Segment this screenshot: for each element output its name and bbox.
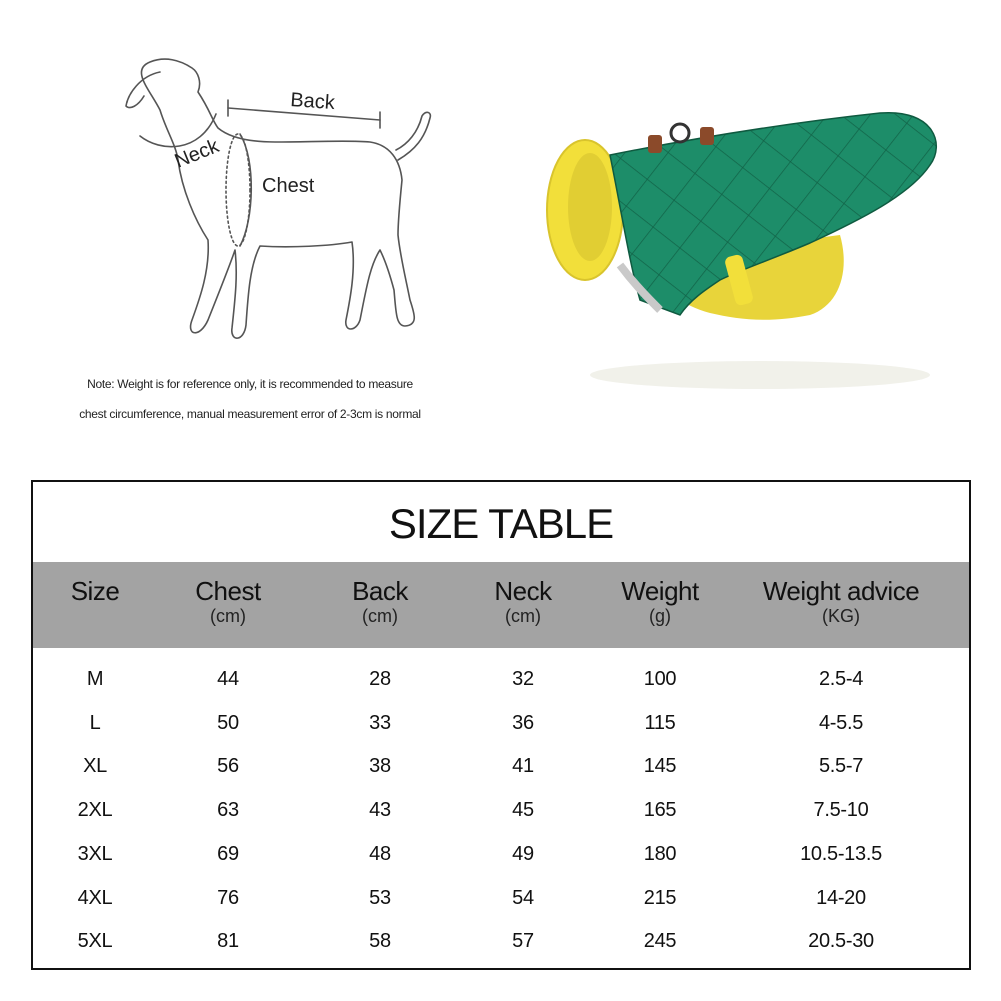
- cell-back: 58: [369, 930, 391, 953]
- cell-weight-advice: 4-5.5: [818, 711, 864, 734]
- cell-weight: 180: [643, 842, 677, 865]
- cell-neck: 41: [512, 755, 534, 778]
- cell-chest: 50: [217, 711, 239, 734]
- column-unit: (cm): [505, 606, 541, 626]
- column-name: Chest: [195, 576, 261, 606]
- table-row: [33, 921, 969, 961]
- table-row: [33, 834, 969, 874]
- cell-back: 38: [369, 755, 391, 778]
- cell-neck: 49: [512, 842, 534, 865]
- cell-weight: 215: [643, 886, 677, 909]
- cell-neck: 54: [512, 886, 534, 909]
- dog-measurement-diagram: [100, 50, 460, 360]
- table-row: [33, 746, 969, 786]
- table-row: [33, 878, 969, 918]
- cell-chest: 63: [217, 799, 239, 822]
- cell-size: 2XL: [77, 799, 113, 822]
- dog-outline: [141, 59, 414, 338]
- column-header-weight-advice: [741, 576, 941, 626]
- cell-weight-advice: 14-20: [816, 886, 866, 909]
- cell-weight-advice: 5.5-7: [818, 755, 864, 778]
- cell-size: 3XL: [77, 842, 113, 865]
- cell-size: 5XL: [77, 930, 113, 953]
- cell-back: 53: [369, 886, 391, 909]
- cell-weight: 145: [643, 755, 677, 778]
- measurement-note-line-2: chest circumference, manual measurement error of 2-3cm is normal: [79, 407, 421, 421]
- column-name: Back: [352, 576, 408, 606]
- cell-chest: 81: [217, 930, 239, 953]
- cell-weight: 115: [644, 711, 676, 734]
- cell-back: 33: [369, 711, 391, 734]
- cell-back: 28: [369, 668, 391, 690]
- cell-neck: 57: [512, 930, 534, 953]
- cell-neck: 36: [512, 711, 534, 734]
- cell-weight-advice: 2.5-4: [818, 668, 864, 690]
- cell-chest: 76: [217, 886, 239, 909]
- table-row: [33, 659, 969, 699]
- column-unit: (cm): [210, 606, 246, 626]
- cell-chest: 69: [217, 842, 239, 865]
- back-label: Back: [289, 89, 336, 115]
- table-row: [33, 790, 969, 830]
- cell-size: L: [89, 711, 101, 734]
- cell-weight: 100: [643, 668, 677, 690]
- cell-weight-advice: 7.5-10: [813, 799, 869, 822]
- cell-weight-advice: 20.5-30: [808, 930, 874, 953]
- column-unit: (KG): [822, 606, 860, 626]
- cell-chest: 44: [217, 668, 239, 690]
- size-table: [31, 480, 971, 970]
- cell-weight-advice: 10.5-13.5: [800, 842, 882, 865]
- cell-back: 48: [369, 842, 391, 865]
- neck-label: Neck: [171, 135, 223, 173]
- size-table-header: [33, 562, 969, 648]
- column-unit: (g): [649, 606, 671, 626]
- cell-back: 43: [369, 799, 391, 822]
- cell-chest: 56: [217, 755, 239, 778]
- cell-size: XL: [83, 755, 107, 778]
- chest-label: Chest: [262, 175, 315, 197]
- cell-weight: 165: [643, 799, 677, 822]
- column-name: Size: [70, 576, 120, 606]
- cell-size: M: [86, 668, 104, 690]
- cell-weight: 245: [643, 930, 677, 953]
- measurement-note-line-1: Note: Weight is for reference only, it is recommended to measure: [87, 377, 413, 391]
- column-name: Weight: [621, 576, 699, 606]
- column-name: Weight advice: [762, 576, 920, 606]
- cell-size: 4XL: [77, 886, 113, 909]
- dog-coat-product-image: [540, 95, 950, 405]
- size-table-title: SIZE TABLE: [388, 500, 614, 547]
- column-unit: (cm): [362, 606, 398, 626]
- column-name: Neck: [494, 576, 552, 606]
- table-row: [33, 703, 969, 743]
- cell-neck: 45: [512, 799, 534, 822]
- cell-neck: 32: [512, 668, 534, 690]
- column-header-weight: [560, 576, 760, 626]
